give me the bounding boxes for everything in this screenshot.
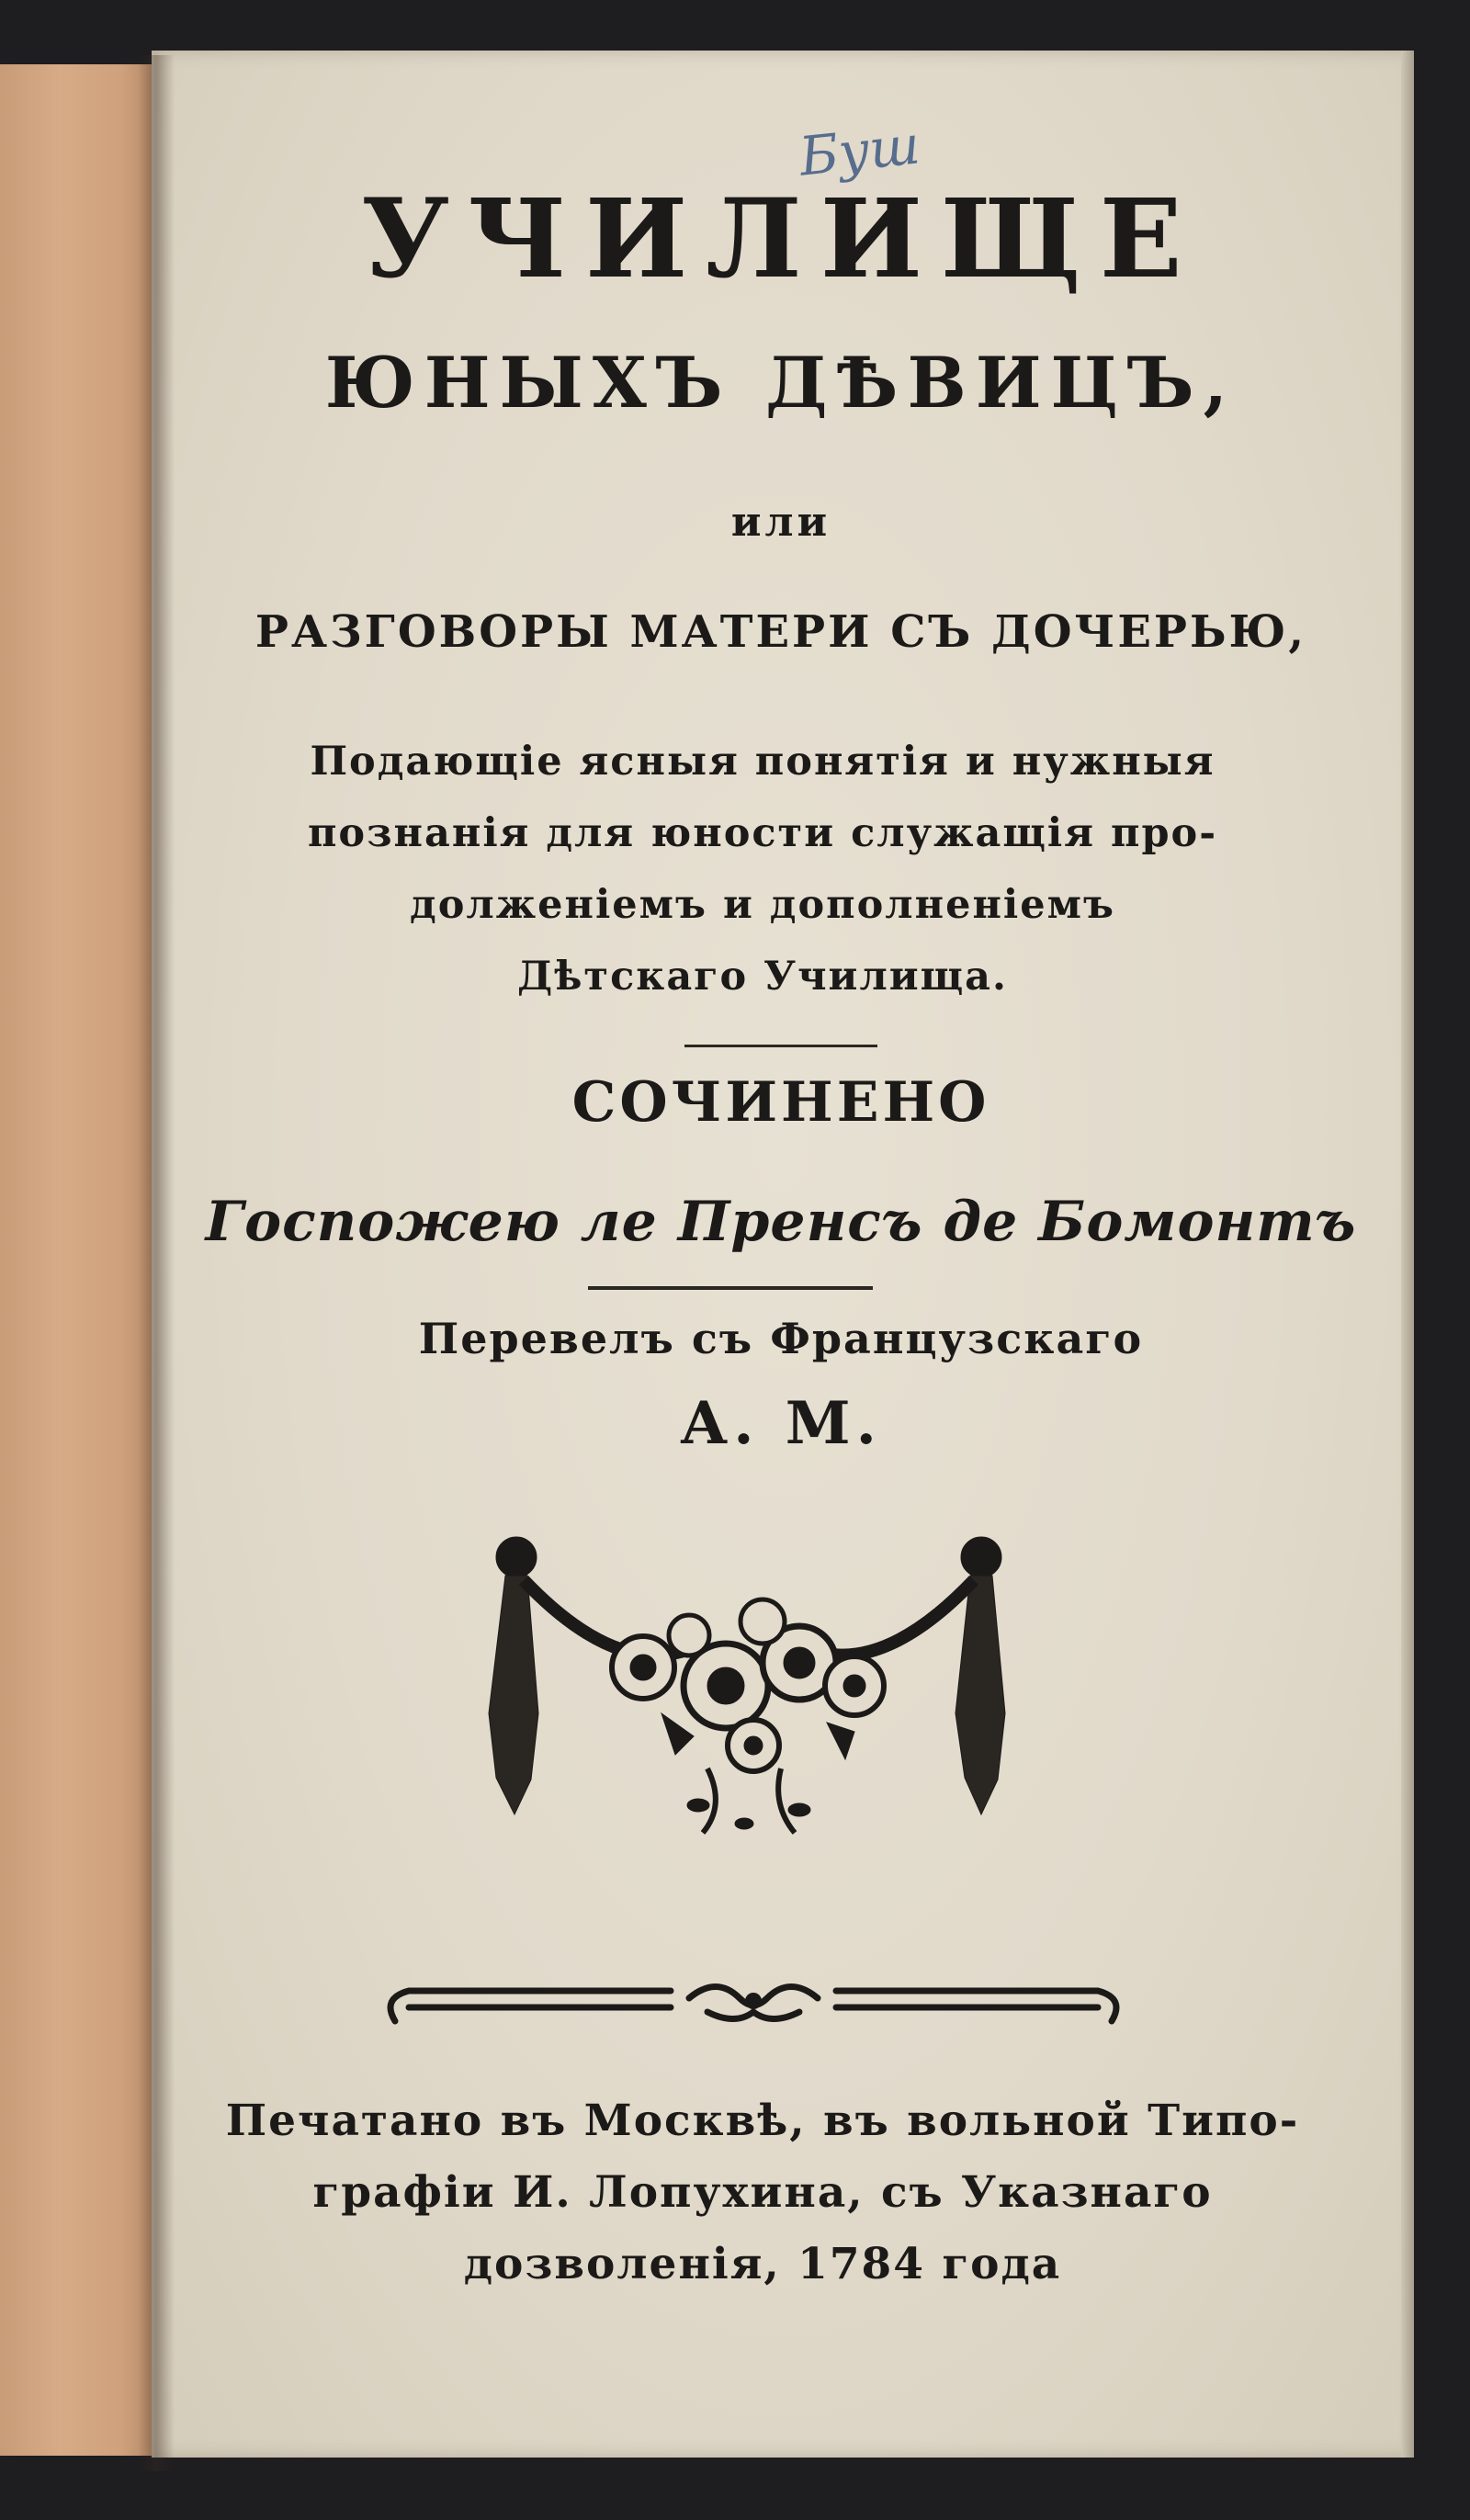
imprint-line: Печатано въ Москвѣ, въ вольной Типо- <box>225 2096 1300 2146</box>
short-rule-top <box>684 1045 877 1047</box>
translator-initials: А. М. <box>680 1389 882 1458</box>
description-line: познанія для юности служащія про- <box>307 810 1218 856</box>
imprint-line: графіи И. Лопухина, съ Указнаго <box>312 2167 1213 2218</box>
decorative-divider <box>377 1971 1130 2044</box>
description-line: долженіемъ и дополненіемъ <box>410 882 1115 928</box>
description-line: Дѣтскаго Училища. <box>516 954 1009 1000</box>
handwritten-annotation: Буш <box>796 113 923 188</box>
binding-strip <box>0 64 152 2456</box>
book-title: УЧИЛИЩЕ <box>361 175 1201 302</box>
imprint <box>211 2085 1314 2300</box>
page-edge <box>1401 51 1414 2458</box>
author-line: Госпожею ле Пренсъ де Бомонтъ <box>205 1190 1357 1254</box>
imprint-line: дозволенія, 1784 года <box>463 2239 1062 2289</box>
conjunction-text: или <box>730 499 831 546</box>
translator-line: Перевелъ съ Французскаго <box>418 1314 1144 1363</box>
short-rule-bottom <box>588 1286 873 1290</box>
description-line: Подающіе ясныя понятія и нужныя <box>310 739 1216 785</box>
description <box>211 726 1314 1012</box>
composed-label: СОЧИНЕНО <box>571 1070 990 1135</box>
alternate-title: РАЗГОВОРЫ МАТЕРИ СЪ ДОЧЕРЬЮ, <box>254 606 1307 658</box>
floral-garland-ornament <box>478 1530 1020 1851</box>
book-subtitle: ЮНЫХЪ ДѢВИЦЪ, <box>324 342 1238 424</box>
